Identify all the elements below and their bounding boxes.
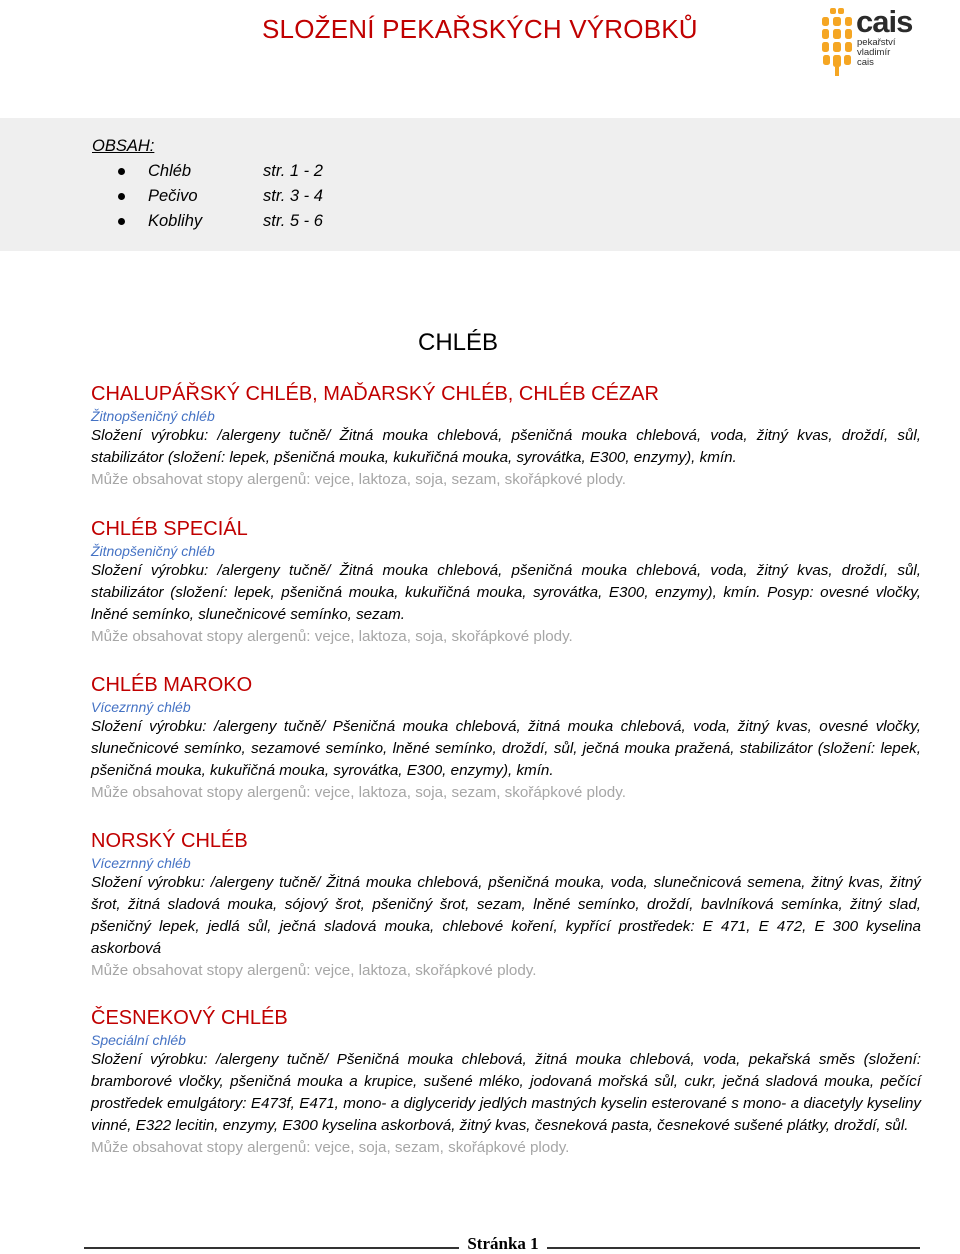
product-title: CHLÉB SPECIÁL	[91, 518, 248, 540]
logo-sub-line: cais	[857, 57, 874, 68]
product-section	[91, 517, 921, 648]
logo-sub-line: vladimír	[857, 47, 891, 58]
toc-item-name: Pečivo	[148, 187, 198, 205]
allergen-note: Může obsahovat stopy alergenů: vejce, laktoza, soja, sezam, skořápkové plody.	[91, 784, 626, 801]
product-title: NORSKÝ CHLÉB	[91, 830, 248, 852]
product-composition: Složení výrobku: /alergeny tučně/ Žitná mouka chlebová, pšeničná mouka chlebová, voda, žitný kvas, droždí, sůl, stabilizátor (složení: lepek, pšeničná mouka, kukuřičná mouka, syrovátka, E300, enzymy), kmín. Posyp: ovesné vločky, lněné semínko, slunečnicové semínko, sezam.	[91, 562, 921, 623]
toc-title: OBSAH:	[92, 137, 155, 155]
product-type: Vícezrnný chléb	[91, 699, 191, 715]
product-composition: Složení výrobku: /alergeny tučně/ Pšeničná mouka chlebová, žitná mouka chlebová, voda, žitný kvas, ovesné vločky, slunečnicové semínko, sezamové semínko, lněné semínko, droždí, sůl, ječná mouka pražená, stabilizátor (složení: lepek, pšeničná mouka, kukuřičná mouka, syrovátka, E300, enzymy), kmín.	[91, 718, 921, 779]
allergen-note: Může obsahovat stopy alergenů: vejce, laktoza, soja, skořápkové plody.	[91, 628, 573, 645]
product-section	[91, 673, 921, 804]
main-heading: CHLÉB	[417, 329, 499, 356]
bullet-icon	[118, 168, 125, 175]
product-title: ČESNEKOVÝ CHLÉB	[91, 1007, 288, 1029]
product-section	[91, 829, 921, 982]
bullet-icon	[118, 193, 125, 200]
toc-item-pages: str. 1 - 2	[263, 162, 323, 180]
logo-sub-line: pekařství	[857, 37, 896, 48]
page-number	[0, 1234, 960, 1254]
bullet-icon	[118, 218, 125, 225]
product-type: Vícezrnný chléb	[91, 855, 191, 871]
product-section	[91, 1006, 921, 1159]
toc-item-name: Koblihy	[148, 212, 203, 230]
product-type: Žitnopšeničný chléb	[91, 543, 215, 559]
product-section	[91, 382, 921, 491]
product-type: Žitnopšeničný chléb	[91, 408, 215, 424]
product-title: CHALUPÁŘSKÝ CHLÉB, MAĎARSKÝ CHLÉB, CHLÉB CÉZAR	[91, 383, 659, 405]
product-composition: Složení výrobku: /alergeny tučně/ Žitná mouka chlebová, pšeničná mouka, voda, slunečnicová semena, žitný kvas, žitný šrot, žitná sladová mouka, sójový šrot, pšeničný šrot, sezam, lněné semínko, droždí, bavlníková semínka, žitný slad, pšeničný lepek, jedlá sůl, ječná sladová mouka, chlebové koření, kypřící prostředek: E 471, E 472, E 300 kyselina askorbová	[91, 874, 921, 957]
allergen-note: Může obsahovat stopy alergenů: vejce, laktoza, soja, sezam, skořápkové plody.	[91, 471, 626, 488]
product-composition: Složení výrobku: /alergeny tučně/ Pšeničná mouka chlebová, žitná mouka chlebová, voda, pekařská směs (složení: bramborové vločky, pšeničná mouka a krupice, sušené mléko, jodovaná mořská sůl, cukr, ječná sladová mouka, pečící prostředek emulgátory: E473f, E471, mono- a diglyceridy jedlých mastných kyselin esterované s mono- a diacetyly kyseliny vinné, E322 lecitin, enzymy, E300 kyselina askorbová, žitný kvas, česneková pasta, česnekové sušené plátky, droždí, sůl.	[91, 1051, 921, 1134]
toc-item-pages: str. 5 - 6	[263, 212, 323, 230]
toc-item-name: Chléb	[148, 162, 192, 180]
allergen-note: Může obsahovat stopy alergenů: vejce, laktoza, skořápkové plody.	[91, 962, 537, 979]
page-number-label: Stránka 1	[459, 1234, 546, 1253]
logo-word: cais	[856, 4, 913, 39]
page-header-title: SLOŽENÍ PEKAŘSKÝCH VÝROBKŮ	[262, 14, 698, 44]
product-type: Speciální chléb	[91, 1032, 186, 1048]
wheat-icon	[820, 8, 854, 76]
product-title: CHLÉB MAROKO	[91, 674, 253, 696]
allergen-note: Může obsahovat stopy alergenů: vejce, soja, sezam, skořápkové plody.	[91, 1139, 570, 1156]
cais-logo	[820, 4, 913, 76]
table-of-contents	[0, 118, 960, 251]
product-composition: Složení výrobku: /alergeny tučně/ Žitná mouka chlebová, pšeničná mouka chlebová, voda, žitný kvas, droždí, sůl, stabilizátor (složení: lepek, pšeničná mouka, kukuřičná mouka, syrovátka, E300, enzymy), kmín.	[91, 427, 921, 466]
logo-subtitle	[857, 38, 896, 68]
toc-item-pages: str. 3 - 4	[263, 187, 323, 205]
